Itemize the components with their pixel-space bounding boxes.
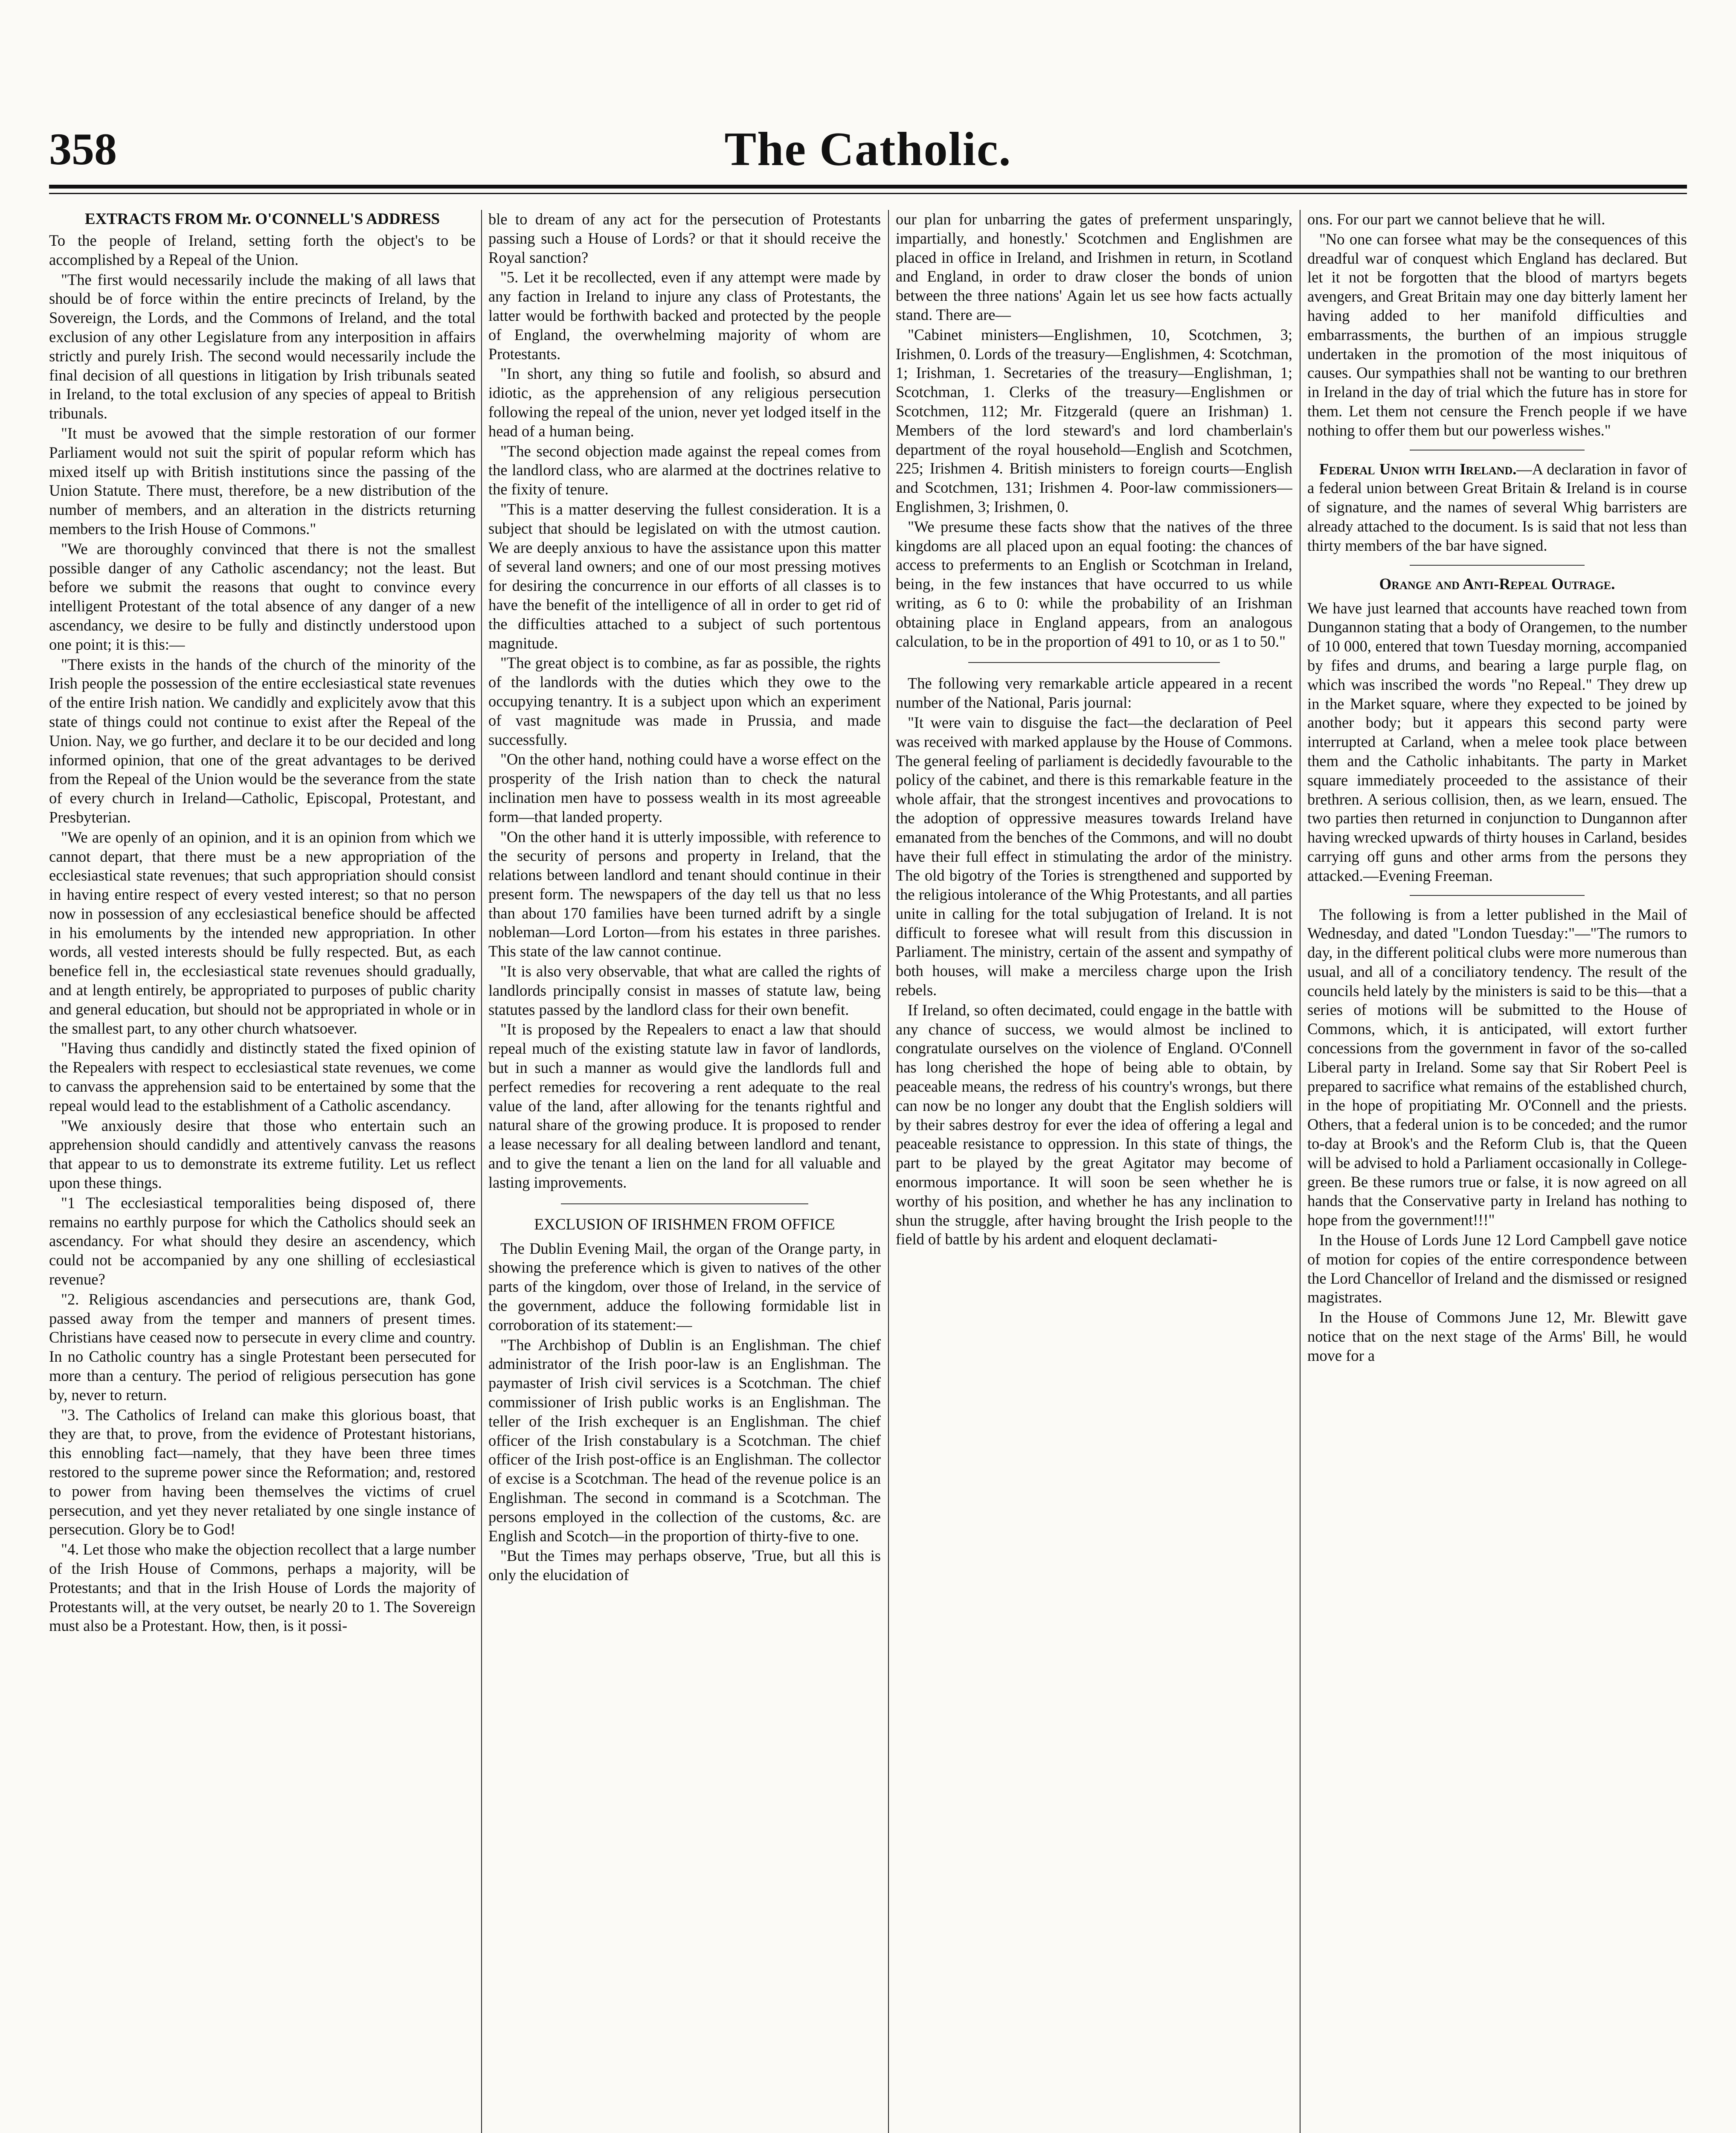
paragraph: "On the other hand, nothing could have a worse effect on the prosperity of the Irish nation than to check the natural inclination men have to possess wealth in its most agreeable form—that landed property. xyxy=(488,750,881,825)
paragraph: our plan for unbarring the gates of preferment unsparingly, impartially, and honestly.' Scotchmen and Englishmen are placed in office in Ireland, and Irishmen in return, in Scotland and England, in order to draw closer the bonds of union between the three nations' Again let us see how facts actually stand. There are— xyxy=(896,210,1292,323)
paragraph: The following very remarkable article appeared in a recent number of the National, Paris journal: xyxy=(896,674,1292,712)
paragraph: "The Archbishop of Dublin is an Englishman. The chief administrator of the Irish poor-law is an Englishman. The paymaster of Irish civil services is a Scotchman. The chief commissioner of Irish public works is an Englishman. The teller of the Irish exchequer is an Englishman. The chief officer of the Irish constabulary is a Scotchman. The chief officer of the Irish post-office is an Englishman. The collector of excise is a Scotchman. The head of the revenue police is an Englishman. The second in command is a Scotchman. The persons employed in the collection of the customs, &c. are English and Scotch—in the proportion of thirty-five to one. xyxy=(488,1336,881,1545)
article-separator xyxy=(1410,895,1585,896)
paragraph: "3. The Catholics of Ireland can make this glorious boast, that they are that, to prove, from the evidence of Protestant historians, this ennobling fact—namely, that they have been three times restored to the supreme power since the Reformation; and, restored to power from having been themselves the victims of cruel persecution, and yet they never retaliated by one single instance of persecution. Glory be to God! xyxy=(49,1406,476,1538)
column-divider xyxy=(888,210,889,2133)
paragraph: "It is also very observable, that what are called the rights of landlords principally consist in masses of statute law, being statutes passed by the landlord class for their own benefit. xyxy=(488,962,881,1018)
article-separator xyxy=(561,1203,808,1204)
paragraph: "We are openly of an opinion, and it is an opinion from which we cannot depart, that there must be a new appropriation of the ecclesiastical state revenues; that such appropriation should consist in having entire respect of every vested interest; so that no person now in possession of any ecclesiastical benefice should be affected in his emoluments by the intended new appropriation. In other words, all vested interests should be fully respected. But, as each benefice fell in, the ecclesiastical state revenues should gradually, and at length entirely, be appropriated to purposes of public charity and general education, but should not be appropriated in whole or in the smallest part, to any other church whatsoever. xyxy=(49,828,476,1037)
paragraph: In the House of Commons June 12, Mr. Blewitt gave notice that on the next stage of the Arms' Bill, he would move for a xyxy=(1307,1308,1687,1364)
paragraph: "We anxiously desire that those who entertain such an apprehension should candidly and attentively canvass the reasons that appear to us to demonstrate its extreme futility. Let us reflect upon these things. xyxy=(49,1116,476,1192)
paragraph-federal-union: Federal Union with Ireland.—A declaration in favor of a federal union between Great Britain & Ireland is in course of signature, and the names of several Whig barristers are already attached to the document. Is is said that not less than thirty members of the bar have signed. xyxy=(1307,460,1687,554)
paragraph: If Ireland, so often decimated, could engage in the battle with any chance of success, we would almost be inclined to congratulate ourselves on the violence of England. O'Connell has long cherished the hope of being able to obtain, by peaceable means, the redress of his country's wrongs, but there can now be no longer any doubt that the English soldiers will by their sabres destroy for ever the idea of offering a legal and peaceable resistance to oppression. In this state of things, the part to be played by the great Agitator may become of enormous importance. It will soon be seen whether he is worthy of his position, and whether he has any inclination to shun the struggle, after having brought the Irish people to the field of battle by his ardent and eloquent declamati- xyxy=(896,1001,1292,1248)
paragraph: "2. Religious ascendancies and persecutions are, thank God, passed away from the temper and manners of present times. Christians have ceased now to persecute in every clime and country. In no Catholic country has a single Protestant been persecuted for more than a century. The period of religious persecution has gone by, never to return. xyxy=(49,1290,476,1404)
column-4 xyxy=(1307,210,1687,2133)
paragraph: "It must be avowed that the simple restoration of our former Parliament would not suit the spirit of popular reform which has mixed itself up with British institutions since the passing of the Union Statute. There must, therefore, be a new distribution of the number of members, and an alteration in the districts returning members to the Irish House of Commons." xyxy=(49,424,476,538)
paragraph: "No one can forsee what may be the consequences of this dreadful war of conquest which England has declared. But let it not be forgotten that the blood of martyrs begets avengers, and Great Britain may one day bitterly lament her having added to her manifold difficulties and embarrassments, the burthen of an impious struggle undertaken in the promotion of the most iniquitous of causes. Our sympathies shall not be wanting to our brethren in Ireland in the day of trial which the future has in store for them. Let them not censure the French people if we have nothing to offer them but our powerless wishes." xyxy=(1307,230,1687,439)
article-heading-exclusion: EXCLUSION OF IRISHMEN FROM OFFICE xyxy=(534,1215,835,1233)
headline-federal-union: Federal Union with Ireland. xyxy=(1319,460,1517,478)
paragraph: In the House of Lords June 12 Lord Campbell gave notice of motion for copies of the entire correspondence between the Lord Chancellor of Ireland and the dismissed or resigned magistrates. xyxy=(1307,1231,1687,1306)
column-1 xyxy=(49,210,476,2133)
paragraph: "Cabinet ministers—Englishmen, 10, Scotchmen, 3; Irishmen, 0. Lords of the treasury—Englishmen, 4: Scotchman, 1; Irishman, 1. Secretaries of the treasury—Englishman, 1; Scotchman, 1. Clerks of the treasury—Englishmen or Scotchmen, 112; Mr. Fitzgerald (quere an Irishman) 1. Members of the lord steward's and lord chamberlain's department of the royal household—English and Scotchmen, 225; Irishmen 4. British ministers to foreign courts—English and Scotchmen, 131; Irishmen 4. Poor-law commissioners—Englishmen, 3; Irishmen, 0. xyxy=(896,325,1292,515)
paragraph: "1 The ecclesiastical temporalities being disposed of, there remains no earthly purpose for which the Catholics should seek an ascendancy. For what should they desire an ascendency, which could not be accompanied by any one shilling of ecclesiastical revenue? xyxy=(49,1194,476,1288)
paragraph: We have just learned that accounts have reached town from Dungannon stating that a body of Orangemen, to the number of 10 000, entered that town Tuesday morning, accompanied by fifes and drums, and bearing a large purple flag, on which was inscribed the words "no Repeal." They drew up in the Market square, where they expected to be joined by another body; but it appears this second party were interrupted at Carland, when a melee took place between them and the Catholic inhabitants. The party in Market square immediately proceeded to the assistance of their brethren. A serious collision, then, as we learn, ensued. The two parties then returned in conjunction to Dungannon after having wrecked upwards of thirty houses in Carland, besides carrying off guns and other arms from the persons they attacked.—Evening Freeman. xyxy=(1307,599,1687,884)
paragraph: "The great object is to combine, as far as possible, the rights of the landlords with the duties which they owe to the occupying tenantry. It is a subject upon which an experiment of vast magnitude was made in Prussia, and made successfully. xyxy=(488,654,881,748)
paragraph: "The second objection made against the repeal comes from the landlord class, who are alarmed at the doctrines relative to the fixity of tenure. xyxy=(488,442,881,498)
column-3 xyxy=(896,210,1292,2133)
article-intro: To the people of Ireland, setting forth the object's to be accomplished by a Repeal of the Union. xyxy=(49,232,476,268)
column-divider xyxy=(1300,210,1301,2133)
paragraph: ons. For our part we cannot believe that he will. xyxy=(1307,210,1605,228)
article-separator xyxy=(968,662,1220,663)
paragraph: "We presume these facts show that the natives of the three kingdoms are all placed upon an equal footing: the chances of access to preferments to an English or Scotchman in Ireland, being, in the few instances that have occurred to us while writing, as 6 to 0: while the probability of an Irishman obtaining place in England appears, from an analogous calculation, to be in the proportion of 491 to 10, or as 1 to 50." xyxy=(896,517,1292,650)
masthead xyxy=(49,124,1687,188)
publication-title: The Catholic. xyxy=(724,123,1012,176)
header-rule-thin xyxy=(49,193,1687,194)
header-rule-thick xyxy=(49,185,1687,189)
page-number: 358 xyxy=(49,124,117,174)
column-2 xyxy=(488,210,881,2133)
column-divider xyxy=(481,210,482,2133)
paragraph: "We are thoroughly convinced that there is not the smallest possible danger of any Catholic ascendancy; not the least. But before we submit the reasons that ought to convince every intelligent Protestant of the total absence of any danger of a new ascendancy, we desire to be fully and distinctly understood upon one point; it is this:— xyxy=(49,540,476,653)
paragraph: "4. Let those who make the objection recollect that a large number of the Irish House of Commons, perhaps a majority, will be Protestants; and that in the Irish House of Lords the majority of Protestants will, at the very outset, be nearly 20 to 1. The Sovereign must also be a Protestant. How, then, is it possi- xyxy=(49,1540,476,1635)
article-heading-extracts: EXTRACTS FROM Mr. O'CONNELL'S ADDRESS xyxy=(84,210,440,228)
paragraph: "The first would necessarily include the making of all laws that should be of force within the entire precincts of Ireland, by the Sovereign, the Lords, and the Commons of Ireland, and the total exclusion of any other Legislature from any interposition in affairs strictly and purely Irish. The second would necessarily include the final decision of all questions in litigation by Irish tribunals seated in Ireland, to the total exclusion of any species of appeal to British tribunals. xyxy=(49,270,476,422)
paragraph: "This is a matter deserving the fullest consideration. It is a subject that should be legislated on with the utmost caution. We are deeply anxious to have the assistance upon this matter of several land owners; and one of our most pressing motives for desiring the concurrence in our efforts of all classes is to have the benefit of the intelligence of all in order to get rid of the difficulties attached to a subject of such portentous magnitude. xyxy=(488,500,881,652)
paragraph: The Dublin Evening Mail, the organ of the Orange party, in showing the preference which is given to natives of the other parts of the kingdom, over those of Ireland, in the service of the government, adduce the following formidable list in corroboration of its statement:— xyxy=(488,1239,881,1334)
article-separator xyxy=(1410,565,1585,566)
paragraph: The following is from a letter published in the Mail of Wednesday, and dated "London Tuesday:"—"The rumors to day, in the different political clubs were more numerous than usual, and all of a conciliatory tendency. The result of the councils held lately by the ministers is said to be this—that a series of motions will be submitted to the House of Commons, which, it is anticipated, will extort further concessions from the government in favor of the so-called Liberal party in Ireland. Some say that Sir Robert Peel is prepared to sacrifice what remains of the established church, in the hope of propitiating Mr. O'Connell and the priests. Others, that a federal union is to be conceded; and the rumor to-day at Brook's and the Reform Club is, that the Queen will be advised to hold a Parliament occasionally in College-green. Be these rumors true or false, it is now agreed on all hands that the Conservative party in Ireland has nothing to hope from the government!!!" xyxy=(1307,905,1687,1229)
paragraph: ble to dream of any act for the persecution of Protestants passing such a House of Lords? or that it should receive the Royal sanction? xyxy=(488,210,881,266)
paragraph: "On the other hand it is utterly impossible, with reference to the security of persons and property in Ireland, that the relations between landlord and tenant should continue in their present form. The newspapers of the day tell us that no less than about 170 families have been turned adrift by a single nobleman—Lord Lorton—from his estates in three parishes. This state of the law cannot continue. xyxy=(488,828,881,960)
paragraph: "Having thus candidly and distinctly stated the fixed opinion of the Repealers with respect to ecclesiastical state revenues, we come to canvass the apprehension said to be entertained by some that the repeal would lead to the establishment of a Catholic ascendancy. xyxy=(49,1039,476,1114)
paragraph: "It is proposed by the Repealers to enact a law that should repeal much of the existing statute law in favor of landlords, but in such a manner as would give the landlords full and perfect remedies for recovering a rent adequate to the real value of the land, after allowing for the tenants rightful and natural share of the growing produce. It is proposed to render a lease necessary for all dealing between landlord and tenant, and to give the tenant a lien on the land for all valuable and lasting improvements. xyxy=(488,1020,881,1191)
paragraph: "There exists in the hands of the church of the minority of the Irish people the possession of the entire ecclesiastical state revenues of the entire Irish nation. We candidly and explicitely avow that this state of things could not continue to exist after the Repeal of the Union. Nay, we go further, and declare it to be our decided and long informed opinion, that one of the great advantages to be derived from the Repeal of the Union would be the severance from the state of every church in Ireland—Catholic, Episcopal, Protestant, and Presbyterian. xyxy=(49,655,476,826)
paragraph: "In short, any thing so futile and foolish, so absurd and idiotic, as the apprehension of any religious persecution following the repeal of the union, never yet lodged itself in the head of a human being. xyxy=(488,365,881,440)
paragraph: "It were vain to disguise the fact—the declaration of Peel was received with marked applause by the House of Commons. The general feeling of parliament is decidedly favourable to the policy of the cabinet, and there is this remarkable feature in the whole affair, that the strongest incentives and provocations to the adoption of oppressive measures towards Ireland have emanated from the benches of the Commons, and will no doubt have their full effect in stimulating the ardor of the ministry. The old bigotry of the Tories is strengthened and supported by the religious intolerance of the Whig Protestants, and all parties unite in calling for the total subjugation of Ireland. It is not difficult to foresee what will result from this discussion in Parliament. The ministry, certain of the assent and sympathy of both houses, will make a merciless charge upon the Irish rebels. xyxy=(896,713,1292,999)
paragraph: "But the Times may perhaps observe, 'True, but all this is only the elucidation of xyxy=(488,1547,881,1584)
paragraph: "5. Let it be recollected, even if any attempt were made by any faction in Ireland to injure any class of Protestants, the latter would be forthwith backed and protected by the people of England, the overwhelming majority of whom are Protestants. xyxy=(488,268,881,363)
headline-orange-outrage: Orange and Anti-Repeal Outrage. xyxy=(1379,575,1615,593)
